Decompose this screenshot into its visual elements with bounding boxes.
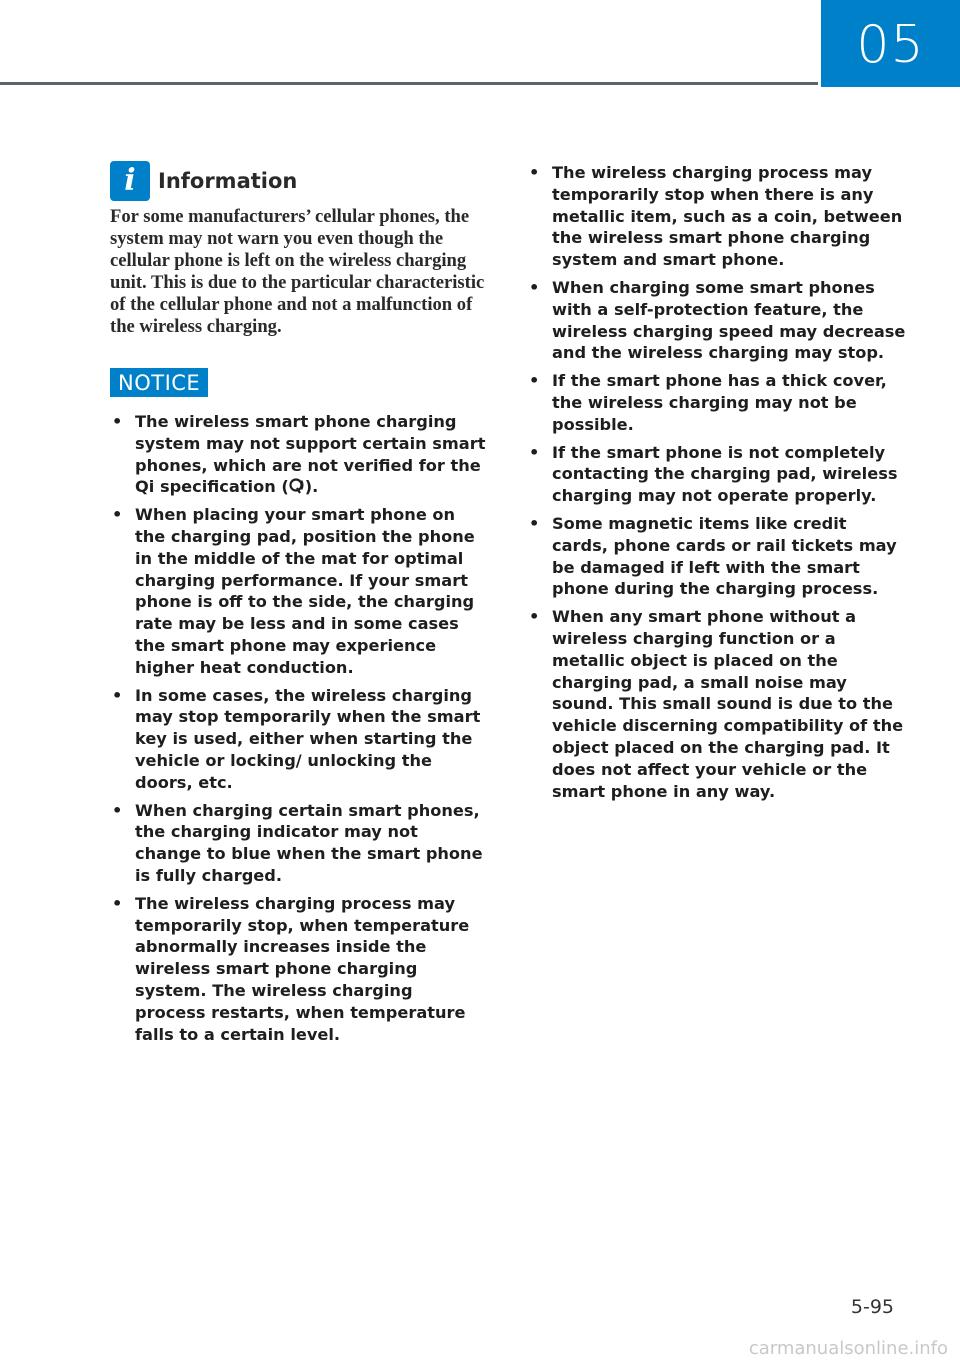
notice-item-text: The wireless charging process may temporarily stop when there is any metallic item, such as a coin, between the wireless smart phone charging system and smart phone. [552, 163, 903, 270]
list-item [527, 370, 907, 435]
bullet-icon: • [529, 277, 540, 297]
notice-list [110, 411, 488, 1045]
bullet-icon: • [112, 412, 123, 431]
information-body: For some manufacturers’ cellular phones, the system may not warn you even though the cellular phone is left on the wireless charging unit. This is due to the particular characteristic of the cellular phone and not a malfunction of the wireless charging. [110, 206, 485, 337]
list-item [110, 685, 488, 794]
list-item [527, 513, 907, 600]
notice-item-text: The wireless charging process may temporarily stop, when temperature abnormally increases inside the wireless smart phone charging system. The wireless charging process restarts, when temperature falls to a certain level. [135, 893, 470, 1044]
information-title: Information [158, 169, 298, 193]
notice-item-suffix: ). [304, 477, 319, 497]
notice-item-text: Some magnetic items like credit cards, phone cards or rail tickets may be damaged if left with the smart phone during the charging process. [552, 513, 897, 599]
bullet-icon: • [112, 893, 123, 913]
notice-item-text: In some cases, the wireless charging may stop temporarily when the smart key is used, either when starting the vehicle or locking/ unlocking the doors, etc. [135, 685, 481, 792]
list-item [110, 800, 488, 887]
list-item [110, 411, 488, 498]
notice-item-text: If the smart phone is not completely contacting the charging pad, wireless charging may not operate properly. [552, 442, 898, 506]
list-item [527, 277, 907, 364]
information-heading [110, 160, 488, 202]
watermark-link[interactable]: carmanualsonline.info [748, 1338, 948, 1359]
list-item [527, 606, 907, 802]
list-item [110, 893, 488, 1046]
chapter-tab: 05 [821, 0, 960, 87]
notice-list-continued [527, 162, 907, 802]
left-column [110, 160, 488, 1051]
list-item [527, 442, 907, 507]
info-icon: i [110, 161, 150, 201]
list-item [527, 162, 907, 271]
notice-item-text: When charging some smart phones with a self-protection feature, the wireless charging speed may decrease and the wireless charging may stop. [552, 277, 906, 363]
bullet-icon: • [112, 685, 123, 705]
list-item [110, 504, 488, 678]
notice-item-text: When charging certain smart phones, the charging indicator may not change to blue when the smart phone is fully charged. [135, 800, 483, 885]
bullet-icon: • [529, 163, 540, 182]
notice-item-text: The wireless smart phone charging system may not support certain smart phones, which are not verified for the Qi specification ( [135, 412, 486, 497]
bullet-icon: • [529, 607, 540, 627]
header-rule [0, 82, 818, 85]
page-number: 5-95 [850, 1296, 894, 1318]
qi-logo-icon [289, 477, 305, 495]
bullet-icon: • [112, 800, 123, 820]
notice-badge: NOTICE [110, 368, 208, 397]
bullet-icon: • [529, 513, 540, 533]
bullet-icon: • [529, 371, 540, 391]
notice-item-text: If the smart phone has a thick cover, the wireless charging may not be possible. [552, 371, 887, 434]
right-column [527, 162, 907, 808]
bullet-icon: • [529, 442, 540, 462]
bullet-icon: • [112, 505, 123, 525]
notice-item-text: When placing your smart phone on the charging pad, position the phone in the middle of the mat for optimal charging performance. If your smart phone is off to the side, the charging rate may be less and in some cases the smart phone may experience higher heat conduction. [135, 505, 475, 677]
notice-item-text: When any smart phone without a wireless charging function or a metallic object is placed on the charging pad, a small noise may sound. This small sound is due to the vehicle discerning compatibility of the object placed on the charging pad. It does not affect your vehicle or the smart phone in any way. [552, 607, 904, 801]
